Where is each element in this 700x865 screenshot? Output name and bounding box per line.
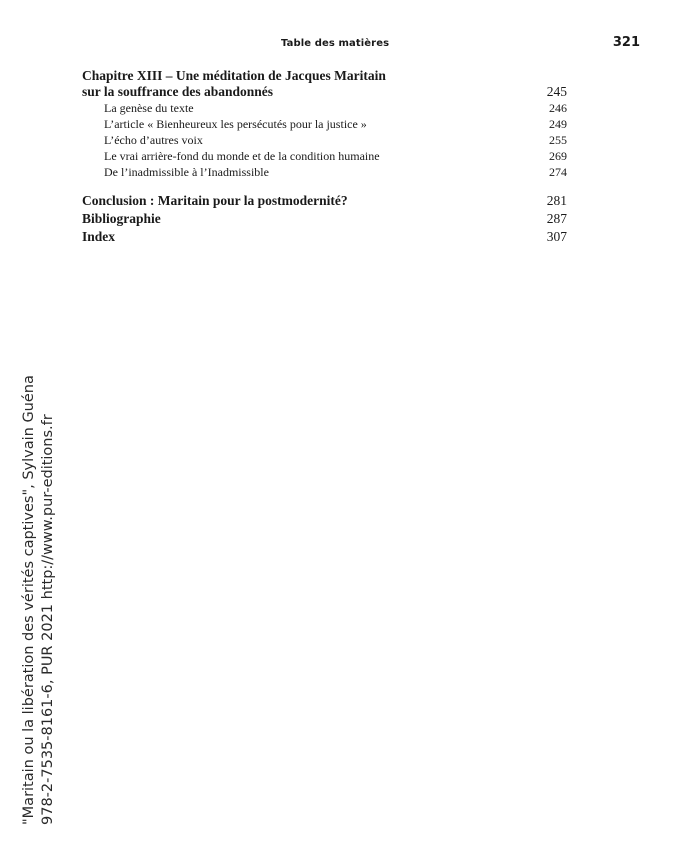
section-page: 249 [549, 117, 567, 131]
end-entry-page: 281 [546, 193, 567, 208]
table-of-contents [82, 68, 567, 247]
running-header [0, 35, 700, 54]
spacer [82, 180, 567, 193]
chapter-page: 245 [546, 84, 567, 99]
toc-section-entry [82, 116, 567, 132]
section-page: 274 [549, 165, 567, 179]
side-citation-watermark [20, 375, 58, 825]
end-entry-label: Bibliographie [82, 211, 161, 226]
toc-end-entry-bibliography [82, 211, 567, 227]
section-label: De l’inadmissible à l’Inadmissible [104, 165, 269, 179]
citation-line-2: 978-2-7535-8161-6, PUR 2021 http://www.pur-editions.fr [40, 414, 56, 825]
chapter-title: Chapitre XIII – Une méditation de Jacques Maritain [82, 68, 386, 83]
end-entry-page: 287 [546, 211, 567, 226]
end-entry-label: Conclusion : Maritain pour la postmodernité? [82, 193, 348, 208]
section-label: L’écho d’autres voix [104, 133, 203, 147]
section-label: Le vrai arrière-fond du monde et de la condition humaine [104, 149, 380, 163]
toc-end-entry-conclusion [82, 193, 567, 209]
section-label: L’article « Bienheureux les persécutés pour la justice » [104, 117, 367, 131]
toc-section-entry [82, 148, 567, 164]
end-entry-label: Index [82, 229, 116, 244]
toc-section-entry [82, 164, 567, 180]
section-page: 269 [549, 149, 567, 163]
end-entry-page: 307 [546, 229, 567, 244]
toc-end-entry-index [82, 229, 567, 245]
chapter-subtitle: sur la souffrance des abandonnés [82, 84, 274, 99]
section-label: La genèse du texte [104, 101, 194, 115]
running-title: Table des matières [281, 38, 390, 49]
section-page: 246 [549, 101, 567, 115]
chapter-entry [82, 84, 567, 100]
section-page: 255 [549, 133, 567, 147]
page-number: 321 [612, 35, 640, 50]
toc-section-entry [82, 100, 567, 116]
toc-section-entry [82, 132, 567, 148]
citation-line-1: "Maritain ou la libération des vérités captives", Sylvain Guéna [21, 375, 37, 825]
